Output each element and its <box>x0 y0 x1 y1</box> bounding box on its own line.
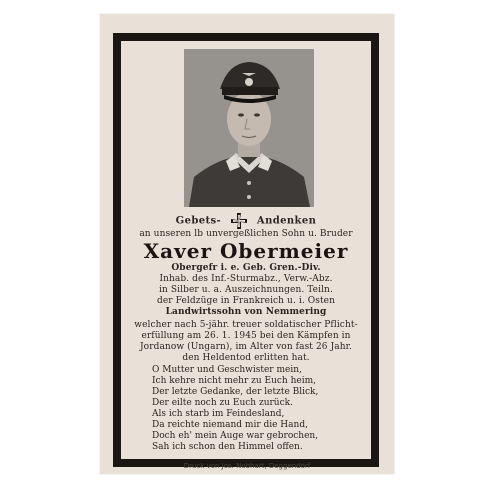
heading-right: Andenken <box>256 215 317 227</box>
poem-line: Doch eh' mein Auge war gebrochen, <box>152 431 319 441</box>
printer-imprint: Druck von Jos. Nobhart, Deggendorf <box>183 462 311 470</box>
death-line: welcher nach 5-jähr. treuer soldatischer Pflicht- <box>134 320 358 330</box>
poem-line: Ich kehre nicht mehr zu Euch heim, <box>152 376 316 386</box>
rank-line: Obergefr i. e. Geb. Gren.-Div. <box>171 263 321 273</box>
poem-line: Der eilte noch zu Euch zurück. <box>152 398 293 408</box>
heading-left: Gebets- <box>175 215 222 227</box>
soldier-portrait <box>184 49 314 207</box>
death-line: erfüllung am 26. 1. 1945 bei den Kämpfen in <box>141 331 351 341</box>
deceased-name: Xaver Obermeier <box>143 239 349 263</box>
poem-line: Als ich starb im Feindesland, <box>152 409 285 419</box>
poem-line: Da reichte niemand mir die Hand, <box>152 420 308 430</box>
poem-line: Der letzte Gedanke, der letzte Blick, <box>152 387 319 397</box>
poem-line: O Mutter und Geschwister mein, <box>152 365 302 375</box>
death-line: Jordanow (Ungarn), im Alter von fast 26 Jahr. <box>139 342 353 352</box>
poem-line: Sah ich schon den Himmel offen. <box>152 442 303 452</box>
rank-line: in Silber u. a. Auszeichnungen. Teiln. <box>159 285 333 295</box>
rank-line: Inhab. des Inf.-Sturmabz., Verw.-Abz. <box>159 274 333 284</box>
iron-cross-icon <box>231 213 247 229</box>
death-line: den Heldentod erlitten hat. <box>182 353 310 363</box>
dedication-line: an unseren lb unvergeßlichen Sohn u. Bruder <box>139 229 353 239</box>
rank-line: Landwirtssohn von Nemmering <box>165 307 327 317</box>
card-heading <box>122 213 370 229</box>
rank-line: der Feldzüge in Frankreich u. i. Osten <box>156 296 335 306</box>
card-content <box>122 43 370 458</box>
